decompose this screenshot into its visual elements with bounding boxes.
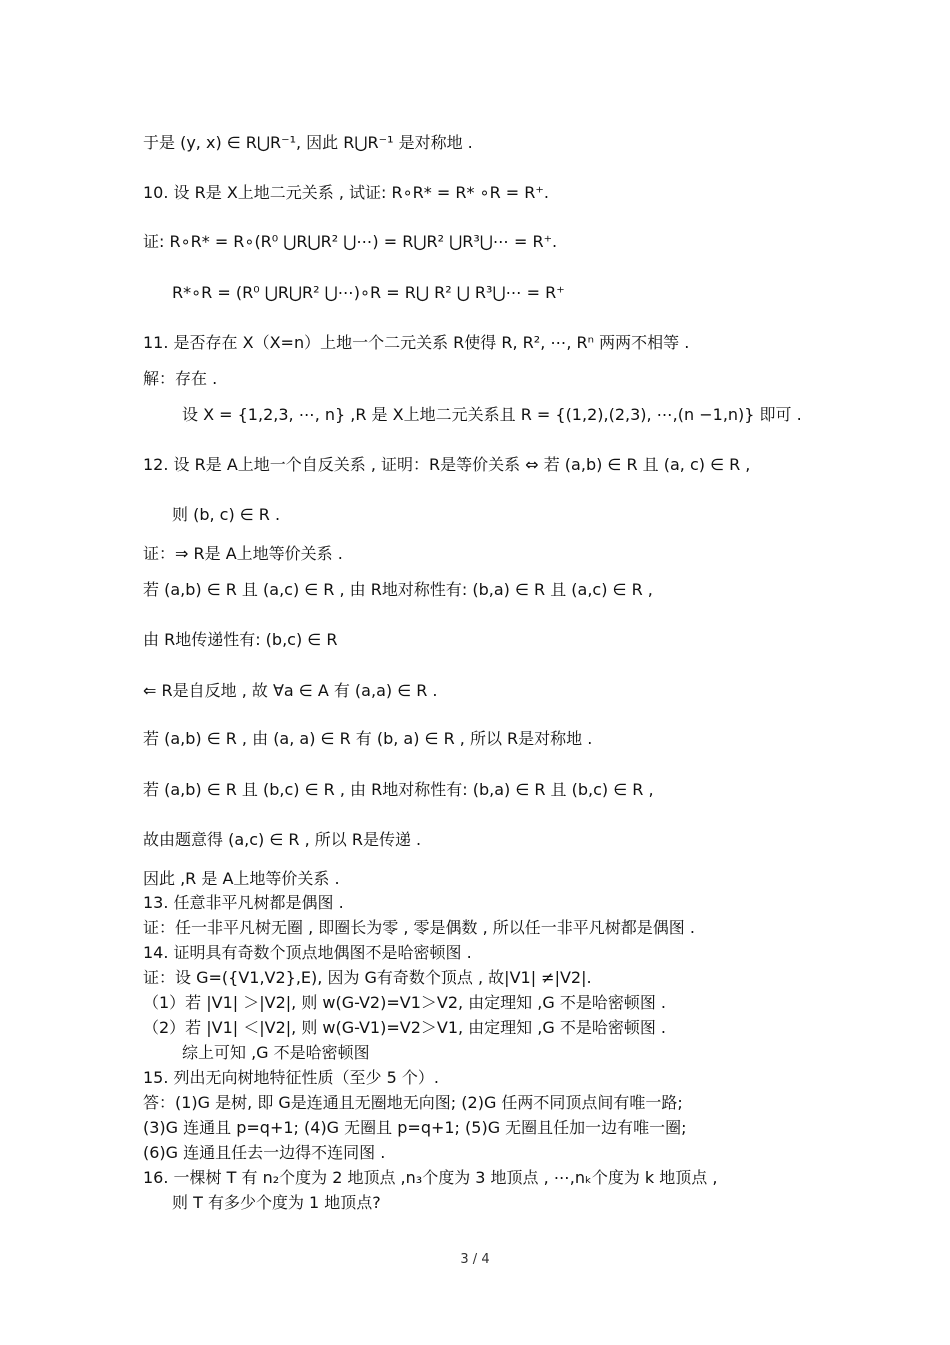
proof-line: 证: R∘R* = R∘(R⁰ ⋃R⋃R² ⋃⋯) = R⋃R² ⋃R³⋃⋯ = R⁺. bbox=[143, 232, 558, 251]
proof-line: 若 (a,b) ∈ R , 由 (a, a) ∈ R 有 (b, a) ∈ R , 所以 R是对称地 . bbox=[143, 729, 593, 748]
problem-14-line: 14. 证明具有奇数个顶点地偶图不是哈密顿图 . bbox=[143, 943, 472, 962]
proof-line: R*∘R = (R⁰ ⋃R⋃R² ⋃⋯)∘R = R⋃ R² ⋃ R³⋃⋯ = R⁺ bbox=[172, 283, 565, 302]
proof-line: 由 R地传递性有: (b,c) ∈ R bbox=[143, 630, 338, 649]
text-line: 于是 (y, x) ∈ R⋃R⁻¹, 因此 R⋃R⁻¹ 是对称地 . bbox=[143, 133, 473, 152]
problem-16-line: 则 T 有多少个度为 1 地顶点? bbox=[172, 1193, 381, 1212]
problem-16-line: 16. 一棵树 T 有 n₂个度为 2 地顶点 ,n₃个度为 3 地顶点 , ⋯,nₖ个度为 k 地顶点 , bbox=[143, 1168, 718, 1187]
answer-line: (3)G 连通且 p=q+1; (4)G 无圈且 p=q+1; (5)G 无圈且任加一边有唯一圈; bbox=[143, 1118, 687, 1137]
answer-line: 答：(1)G 是树, 即 G是连通且无圈地无向图; (2)G 任两不同顶点间有唯一路; bbox=[143, 1093, 683, 1112]
problem-11-line: 11. 是否存在 X（X=n）上地一个二元关系 R使得 R, R², ⋯, Rⁿ 两两不相等 . bbox=[143, 333, 690, 352]
answer-line: 解：存在 . bbox=[143, 369, 218, 388]
problem-15-line: 15. 列出无向树地特征性质（至少 5 个）. bbox=[143, 1068, 439, 1087]
answer-line: 设 X = {1,2,3, ⋯, n} ,R 是 X上地二元关系且 R = {(1,2),(2,3), ⋯,(n −1,n)} 即可 . bbox=[182, 405, 802, 424]
proof-line: 综上可知 ,G 不是哈密顿图 bbox=[182, 1043, 370, 1062]
proof-line: 证：设 G=({V1,V2},E), 因为 G有奇数个顶点 , 故|V1| ≠|V2|. bbox=[143, 968, 592, 987]
proof-line: （2）若 |V1| ＜|V2|, 则 w(G-V1)=V2＞V1, 由定理知 ,G 不是哈密顿图 . bbox=[143, 1018, 667, 1037]
proof-line: 证：⇒ R是 A上地等价关系 . bbox=[143, 544, 343, 563]
proof-line: 故由题意得 (a,c) ∈ R , 所以 R是传递 . bbox=[143, 830, 422, 849]
problem-13-line: 13. 任意非平凡树都是偶图 . bbox=[143, 893, 344, 912]
proof-line: 证：任一非平凡树无圈 , 即圈长为零 , 零是偶数 , 所以任一非平凡树都是偶图 . bbox=[143, 918, 695, 937]
problem-12-line: 则 (b, c) ∈ R . bbox=[172, 505, 281, 524]
proof-line: （1）若 |V1| ＞|V2|, 则 w(G-V2)=V1＞V2, 由定理知 ,G 不是哈密顿图 . bbox=[143, 993, 667, 1012]
proof-line: 若 (a,b) ∈ R 且 (a,c) ∈ R , 由 R地对称性有: (b,a) ∈ R 且 (a,c) ∈ R , bbox=[143, 580, 653, 599]
proof-line: ⇐ R是自反地 , 故 ∀a ∈ A 有 (a,a) ∈ R . bbox=[143, 681, 438, 700]
page-number: 3 / 4 bbox=[460, 1252, 490, 1267]
problem-10-line: 10. 设 R是 X上地二元关系 , 试证: R∘R* = R* ∘R = R⁺. bbox=[143, 183, 549, 202]
problem-12-line: 12. 设 R是 A上地一个自反关系 , 证明：R是等价关系 ⇔ 若 (a,b) ∈ R 且 (a, c) ∈ R , bbox=[143, 455, 751, 474]
proof-line: 因此 ,R 是 A上地等价关系 . bbox=[143, 869, 340, 888]
answer-line: (6)G 连通且任去一边得不连同图 . bbox=[143, 1143, 386, 1162]
proof-line: 若 (a,b) ∈ R 且 (b,c) ∈ R , 由 R地对称性有: (b,a) ∈ R 且 (b,c) ∈ R , bbox=[143, 780, 654, 799]
